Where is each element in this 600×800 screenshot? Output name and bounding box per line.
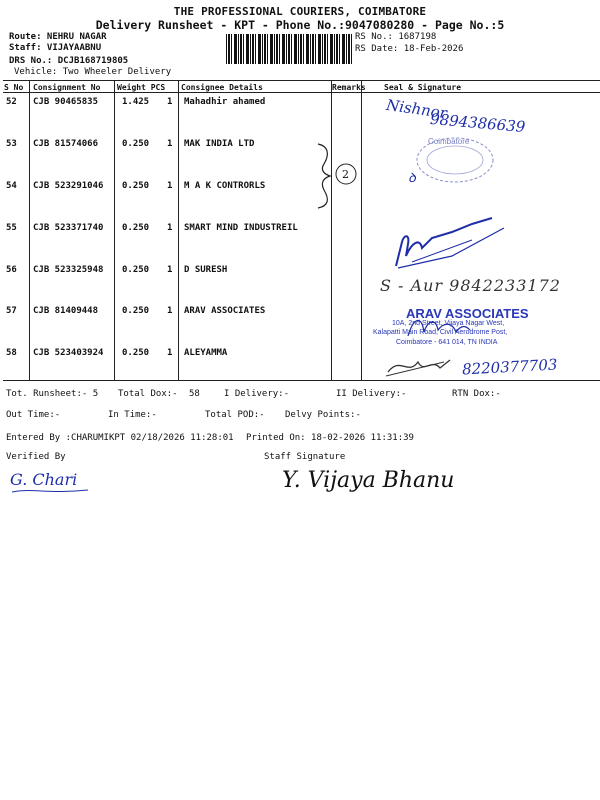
verified-underline (10, 486, 90, 496)
row54-mark: ꝺ (408, 171, 416, 186)
row-consignment: CJB 81574066 (33, 139, 99, 149)
company-stamp-line1: 10A, 2nd Street, Vijaya Nagar West, (392, 320, 505, 327)
row52-signature: Nishnor (385, 95, 449, 123)
drs-number: DRS No.: DCJB168719805 (9, 56, 129, 66)
row-weight: 0.250 (122, 181, 150, 191)
row-pcs: 1 (167, 97, 173, 107)
stamp-signature-scribble (404, 312, 474, 342)
verified-signature: G. Chari (10, 470, 78, 489)
row-sno: 52 (6, 97, 17, 107)
col-header-sno: S No (4, 83, 24, 92)
col-header-remarks: Remarks (332, 83, 366, 92)
row-consignee: ARAV ASSOCIATES (184, 306, 266, 316)
row-pcs: 1 (167, 139, 173, 149)
row-sno: 53 (6, 139, 17, 149)
company-stamp-name: ARAV ASSOCIATES (406, 306, 529, 321)
row-pcs: 1 (167, 348, 173, 358)
rs-date: RS Date: 18-Feb-2026 (355, 44, 464, 54)
row-consignment: CJB 523325948 (33, 265, 104, 275)
row-weight: 0.250 (122, 139, 150, 149)
staff-signature: Y. Vijaya Bhanu (282, 468, 455, 493)
bracket-mark (310, 140, 360, 212)
company-stamp-line3: Coimbatore - 641 014, TN INDIA (396, 339, 498, 346)
row-consignee: Mahadhir ahamed (184, 97, 266, 107)
row58-phone: 8220377703 (461, 355, 558, 379)
row-consignee: MAK INDIA LTD (184, 139, 255, 149)
out-time: Out Time:- (6, 410, 61, 420)
barcode (226, 34, 352, 64)
row-pcs: 1 (167, 223, 173, 233)
rs-number: RS No.: 1687198 (355, 32, 437, 42)
row-consignment: CJB 81409448 (33, 306, 99, 316)
vehicle: Vehicle: Two Wheeler Delivery (14, 67, 172, 77)
i-delivery: I Delivery:- (224, 389, 290, 399)
col-header-seal: Seal & Signature (384, 83, 462, 92)
row-sno: 55 (6, 223, 17, 233)
rtn-dox: RTN Dox:- (452, 389, 501, 399)
company-stamp-line2: Kalapatti Main Road, Civil Aerodrome Post, (373, 329, 508, 336)
row-consignment: CJB 523291046 (33, 181, 104, 191)
staff-signature-label: Staff Signature (264, 452, 346, 462)
ii-delivery: II Delivery:- (336, 389, 407, 399)
row-weight: 0.250 (122, 223, 150, 233)
row56-note: S - Aur 9842233172 (380, 276, 561, 295)
row-sno: 58 (6, 348, 17, 358)
route: Route: NEHRU NAGAR (9, 32, 107, 42)
runsheet-subtitle: Delivery Runsheet - KPT - Phone No.:9047080280 - Page No.:5 (95, 18, 505, 32)
row-consignment: CJB 523403924 (33, 348, 104, 358)
row-consignee: D SURESH (184, 265, 228, 275)
col-divider (178, 80, 179, 380)
table-bottom-rule (3, 380, 600, 381)
delvy-points: Delvy Points:- (285, 410, 361, 420)
row-consignee: SMART MIND INDUSTREIL (184, 223, 298, 233)
row-consignment: CJB 523371740 (33, 223, 104, 233)
row-consignee: ALEYAMMA (184, 348, 228, 358)
row-weight: 0.250 (122, 306, 150, 316)
row-weight: 0.250 (122, 348, 150, 358)
row58-signature (384, 354, 454, 380)
staff: Staff: VIJAYAABNU (9, 43, 102, 53)
row-sno: 54 (6, 181, 17, 191)
row52-phone: 9894386639 (429, 109, 527, 137)
row55-signature (392, 212, 512, 272)
col-header-weight-pcs: Weight PCS (117, 83, 166, 92)
verified-by-label: Verified By (6, 452, 66, 462)
table-header-rule (3, 92, 600, 93)
row-consignee: M A K CONTRORLS (184, 181, 266, 191)
round-stamp-text: Coimbatore (428, 137, 470, 146)
row-sno: 57 (6, 306, 17, 316)
total-dox-value: 58 (189, 389, 200, 399)
total-pod: Total POD:- (205, 410, 265, 420)
col-divider (29, 80, 30, 380)
printed-on: Printed On: 18-02-2026 11:31:39 (246, 433, 414, 443)
company-title: THE PROFESSIONAL COURIERS, COIMBATORE (173, 5, 427, 18)
col-divider (331, 80, 332, 380)
col-header-consignment: Consignment No (33, 83, 101, 92)
row-weight: 0.250 (122, 265, 150, 275)
in-time: In Time:- (108, 410, 157, 420)
row-consignment: CJB 90465835 (33, 97, 99, 107)
total-dox-label: Total Dox:- (118, 389, 178, 399)
row-sno: 56 (6, 265, 17, 275)
entered-by: Entered By :CHARUMIKPT 02/18/2026 11:28:01 (6, 433, 234, 443)
col-divider (114, 80, 115, 380)
table-top-rule (3, 80, 600, 81)
row-pcs: 1 (167, 265, 173, 275)
row-pcs: 1 (167, 181, 173, 191)
col-divider (361, 80, 362, 380)
row-weight: 1.425 (122, 97, 150, 107)
tot-runsheet: Tot. Runsheet:- 5 (6, 389, 99, 399)
col-header-consignee: Consignee Details (181, 83, 263, 92)
bracket-number: 2 (342, 168, 349, 181)
row-pcs: 1 (167, 306, 173, 316)
